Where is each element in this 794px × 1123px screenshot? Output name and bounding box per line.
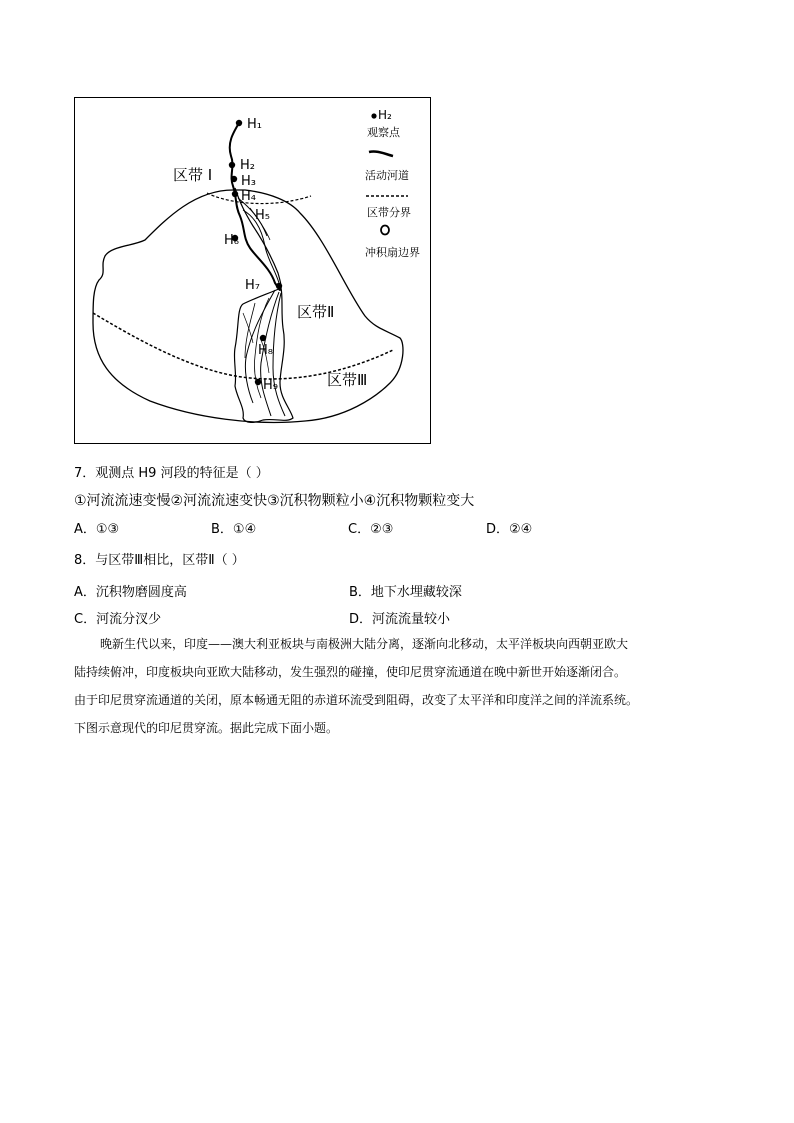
label-h3: H₃	[241, 174, 256, 189]
q7-option-c[interactable]: C．②③	[348, 522, 394, 537]
q8-option-c[interactable]: C．河流分汊少	[74, 612, 162, 627]
zone-2-label: 区带Ⅱ	[297, 303, 335, 321]
q7-statements: ①河流流速变慢②河流流速变快③沉积物颗粒小④沉积物颗粒变大	[74, 493, 475, 509]
q8-option-d[interactable]: D．河流流量较小	[349, 612, 451, 627]
q8-option-b[interactable]: B．地下水埋藏较深	[349, 585, 462, 600]
passage-line-4: 下图示意现代的印尼贯穿流。据此完成下面小题。	[74, 721, 339, 735]
label-h5: H₅	[255, 208, 270, 223]
map-drawing	[75, 98, 432, 445]
legend-point-label: H₂	[378, 108, 392, 122]
passage-line-1: 晚新生代以来，印度——澳大利亚板块与南极洲大陆分离，逐渐向北移动，太平洋板块向西朝亚欧大	[100, 637, 629, 651]
q7-option-a[interactable]: A．①③	[74, 522, 120, 537]
label-h7: H₇	[245, 278, 260, 293]
zone-3-label: 区带Ⅲ	[327, 371, 368, 389]
q7-stem: 7．观测点 H9 河段的特征是（ ）	[74, 466, 269, 481]
label-h2: H₂	[240, 158, 255, 173]
channel-upper	[230, 123, 281, 290]
q7-option-b[interactable]: B．①④	[211, 522, 257, 537]
label-h1: H₁	[247, 117, 262, 132]
legend-observation: 观察点	[367, 126, 400, 139]
alluvial-fan-map	[74, 97, 431, 444]
passage-line-2: 陆持续俯冲，印度板块向亚欧大陆移动，发生强烈的碰撞，使印尼贯穿流通道在晚中新世开始逐渐闭合。	[74, 665, 627, 679]
legend-fan-boundary: 冲积扇边界	[365, 246, 420, 259]
q8-option-a[interactable]: A．沉积物磨圆度高	[74, 585, 187, 600]
label-h8: H₈	[258, 343, 273, 358]
passage	[74, 630, 734, 742]
q7-option-d[interactable]: D．②④	[486, 522, 533, 537]
label-h9: H₉	[263, 378, 278, 393]
legend-zone-boundary: 区带分界	[367, 206, 411, 219]
zone-divider-1	[207, 193, 311, 204]
label-h6: H₆	[224, 233, 239, 248]
label-h4: H₄	[241, 189, 256, 204]
q8-stem: 8．与区带Ⅲ相比，区带Ⅱ（ ）	[74, 553, 245, 568]
passage-line-3: 由于印尼贯穿流通道的关闭，原本畅通无阻的赤道环流受到阻碍，改变了太平洋和印度洋之间的洋流系统。	[74, 693, 639, 707]
legend-channel: 活动河道	[365, 169, 409, 182]
zone-1-label: 区带 I	[173, 166, 213, 184]
